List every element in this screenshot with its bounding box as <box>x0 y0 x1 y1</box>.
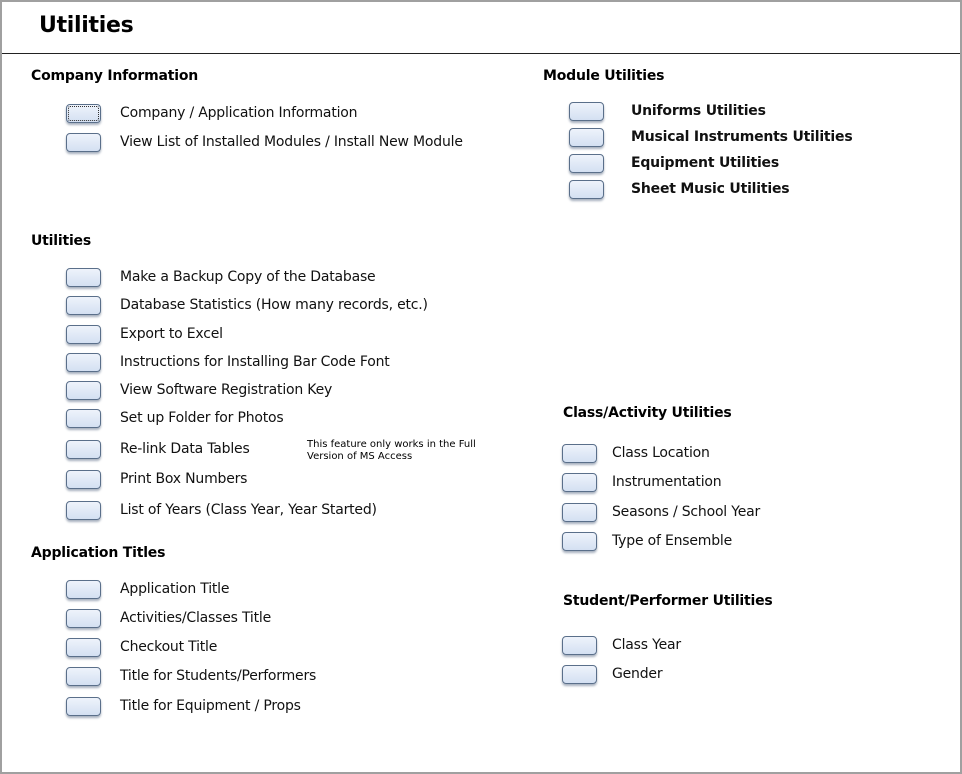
section-heading-modules: Module Utilities <box>543 68 665 84</box>
class-activity-button[interactable] <box>562 532 597 551</box>
app-titles-item[interactable] <box>66 665 316 687</box>
modules-button[interactable] <box>569 102 604 121</box>
item-label: Type of Ensemble <box>612 533 733 549</box>
app-titles-button[interactable] <box>66 609 101 628</box>
app-titles-button[interactable] <box>66 638 101 657</box>
utilities-button[interactable] <box>66 268 101 287</box>
item-label: Make a Backup Copy of the Database <box>120 269 376 285</box>
modules-button[interactable] <box>569 180 604 199</box>
item-label: Instructions for Installing Bar Code Font <box>120 354 390 370</box>
utilities-button[interactable] <box>66 296 101 315</box>
modules-button[interactable] <box>569 128 604 147</box>
utilities-button[interactable] <box>66 325 101 344</box>
class-activity-item[interactable] <box>562 501 760 523</box>
utilities-button[interactable] <box>66 409 101 428</box>
note-line: Version of MS Access <box>307 451 413 462</box>
student-item[interactable] <box>562 663 662 685</box>
item-label: Print Box Numbers <box>120 471 248 487</box>
item-label: Gender <box>612 666 663 682</box>
item-label: Instrumentation <box>612 474 722 490</box>
section-heading-student: Student/Performer Utilities <box>563 593 773 609</box>
utilities-item[interactable] <box>66 438 250 460</box>
company-button[interactable] <box>66 104 101 123</box>
student-item[interactable] <box>562 634 681 656</box>
item-label: Title for Students/Performers <box>120 668 317 684</box>
item-label: Export to Excel <box>120 326 223 342</box>
section-heading-company: Company Information <box>31 68 199 84</box>
class-activity-item[interactable] <box>562 530 732 552</box>
item-label: View List of Installed Modules / Install New Module <box>120 134 463 150</box>
section-heading-app-titles: Application Titles <box>31 545 166 561</box>
item-label: View Software Registration Key <box>120 382 333 398</box>
utilities-item[interactable] <box>66 499 377 521</box>
app-titles-button[interactable] <box>66 580 101 599</box>
student-button[interactable] <box>562 636 597 655</box>
item-label: Uniforms Utilities <box>631 103 766 119</box>
app-titles-item[interactable] <box>66 578 229 600</box>
utilities-item[interactable] <box>66 379 332 401</box>
item-label: Set up Folder for Photos <box>120 410 284 426</box>
modules-item[interactable] <box>569 126 852 148</box>
utilities-button[interactable] <box>66 470 101 489</box>
modules-button[interactable] <box>569 154 604 173</box>
item-label: Activities/Classes Title <box>120 610 271 626</box>
app-titles-item[interactable] <box>66 607 271 629</box>
section-heading-class-activity: Class/Activity Utilities <box>563 405 732 421</box>
modules-item[interactable] <box>569 152 779 174</box>
utilities-item[interactable] <box>66 294 428 316</box>
item-label: Equipment Utilities <box>631 155 779 171</box>
utilities-button[interactable] <box>66 440 101 459</box>
app-titles-button[interactable] <box>66 697 101 716</box>
student-button[interactable] <box>562 665 597 684</box>
utilities-item[interactable] <box>66 323 223 345</box>
item-label: List of Years (Class Year, Year Started) <box>120 502 377 518</box>
utilities-item[interactable] <box>66 266 375 288</box>
class-activity-button[interactable] <box>562 473 597 492</box>
item-label: Company / Application Information <box>120 105 358 121</box>
company-button[interactable] <box>66 133 101 152</box>
access-note <box>307 439 476 463</box>
item-label: Re-link Data Tables <box>120 441 250 457</box>
class-activity-button[interactable] <box>562 444 597 463</box>
app-titles-button[interactable] <box>66 667 101 686</box>
item-label: Title for Equipment / Props <box>120 698 301 714</box>
utilities-item[interactable] <box>66 351 390 373</box>
item-label: Database Statistics (How many records, etc.) <box>120 297 428 313</box>
utilities-button[interactable] <box>66 353 101 372</box>
class-activity-button[interactable] <box>562 503 597 522</box>
company-item[interactable] <box>66 102 357 124</box>
modules-item[interactable] <box>569 178 789 200</box>
item-label: Sheet Music Utilities <box>631 181 790 197</box>
utilities-button[interactable] <box>66 381 101 400</box>
utilities-item[interactable] <box>66 407 284 429</box>
item-label: Class Year <box>612 637 681 653</box>
utilities-item[interactable] <box>66 468 247 490</box>
page-title: Utilities <box>39 13 134 38</box>
modules-item[interactable] <box>569 100 766 122</box>
item-label: Musical Instruments Utilities <box>631 129 853 145</box>
utilities-button[interactable] <box>66 501 101 520</box>
note-line: This feature only works in the Full <box>307 439 476 450</box>
item-label: Checkout Title <box>120 639 218 655</box>
app-titles-item[interactable] <box>66 636 217 658</box>
app-titles-item[interactable] <box>66 695 301 717</box>
class-activity-item[interactable] <box>562 442 710 464</box>
class-activity-item[interactable] <box>562 471 721 493</box>
company-item[interactable] <box>66 131 463 153</box>
item-label: Application Title <box>120 581 230 597</box>
item-label: Class Location <box>612 445 710 461</box>
section-heading-utilities: Utilities <box>31 233 91 249</box>
item-label: Seasons / School Year <box>612 504 761 520</box>
header-divider <box>2 53 960 54</box>
